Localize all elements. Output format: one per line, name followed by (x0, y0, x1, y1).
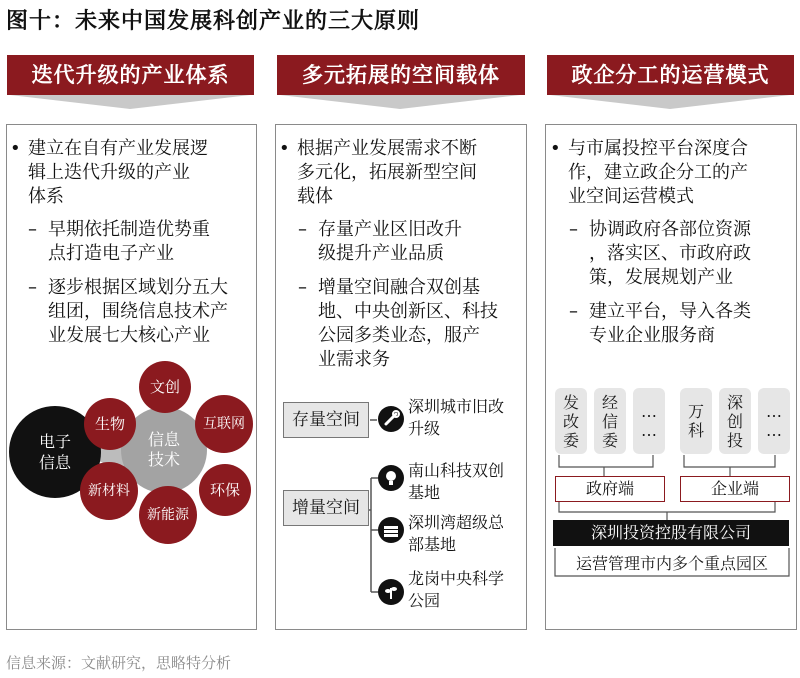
source-note: 信息来源：文献研究，思略特分析 (6, 654, 232, 672)
ent-card-vanke: 万 科 (680, 388, 712, 454)
column-1-arrow (10, 95, 250, 109)
plant-icon (378, 579, 404, 605)
ent-side-box: 企业端 (680, 476, 790, 502)
tool-icon (378, 406, 404, 432)
incr-item-2-text: 深圳湾超级总 部基地 (408, 513, 505, 554)
column-3-arrow (550, 95, 790, 109)
column-3-bullet: • 与市属投控平台深度合 作，建立政企分工的产 业空间运营模式 (550, 138, 748, 207)
column-1-bullet: • 建立在自有产业发展逻 辑上迭代升级的产业 体系 (10, 138, 208, 207)
lightbulb-icon (378, 465, 404, 491)
gov-card-econ: 经 信 委 (594, 388, 626, 454)
column-3-sub-1: – 协调政府各部位资源 ，落实区、市政府政 策，发展规划产业 (569, 219, 751, 288)
incr-item-1-text: 南山科技双创 基地 (408, 461, 505, 502)
column-1-sub-2: – 逐步根据区域划分五大 组团，围绕信息技术产 业发展七大核心产业 (28, 277, 228, 346)
ops-bottom-text: 运营管理市内多个重点园区 (575, 554, 768, 573)
column-2-header: 多元拓展的空间载体 (277, 55, 525, 95)
gov-card-more: … … (633, 388, 665, 454)
money-stack-icon (378, 517, 404, 543)
stock-item-text: 深圳城市旧改 升级 (408, 397, 505, 438)
increment-space-box: 增量空间 (283, 490, 369, 526)
column-3-header: 政企分工的运营模式 (547, 55, 794, 95)
stock-space-box: 存量空间 (283, 402, 369, 438)
column-2-sub-2: – 增量空间融合双创基 地、中央创新区、科技 公园多类业态，服产 业需求务 (298, 277, 498, 370)
gov-side-box: 政府端 (555, 476, 665, 502)
electronics-info-circle: 电子 信息 (9, 406, 101, 498)
column-1-sub-1: – 早期依托制造优势重 点打造电子产业 (28, 219, 210, 264)
incr-item-3-text: 龙岗中央科学 公园 (408, 569, 505, 610)
gov-card-ndrc: 发 改 委 (555, 388, 587, 454)
column-3-sub-2: – 建立平台，导入各类 专业企业服务商 (569, 301, 751, 346)
column-2-bullet: • 根据产业发展需求不断 多元化，拓展新型空间 载体 (279, 138, 477, 207)
column-1-header: 迭代升级的产业体系 (7, 55, 254, 95)
petal-biology: 生物 (84, 398, 136, 450)
info-tech-hub: 信息 技术 (121, 407, 207, 493)
petal-new-materials: 新材料 (80, 462, 138, 520)
petal-environment: 环保 (199, 464, 251, 516)
page-title: 图十：未来中国发展科创产业的三大原则 (6, 9, 421, 34)
petal-internet: 互联网 (195, 395, 253, 453)
column-2-arrow (280, 95, 520, 109)
ent-card-more: … … (758, 388, 790, 454)
petal-new-energy: 新能源 (139, 486, 197, 544)
company-bar: 深圳投资控股有限公司 (553, 520, 789, 546)
petal-culture: 文创 (139, 361, 191, 413)
ent-card-sctv: 深 创 投 (719, 388, 751, 454)
column-2-sub-1: – 存量产业区旧改升 级提升产业品质 (298, 219, 462, 264)
